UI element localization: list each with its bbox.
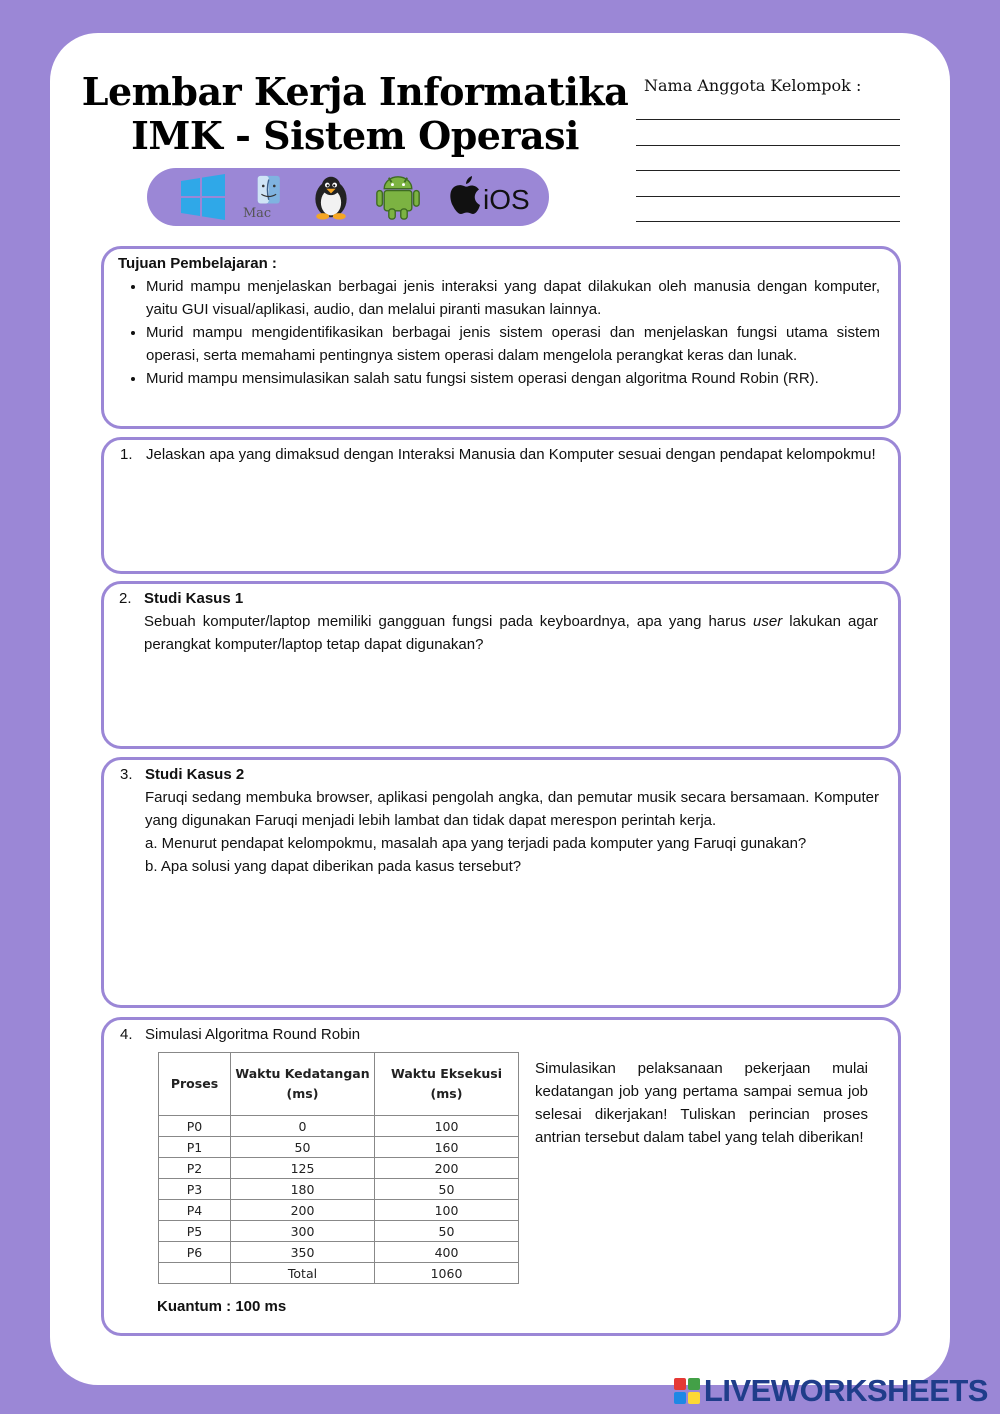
table-row xyxy=(159,1137,519,1158)
table-row xyxy=(159,1242,519,1263)
title-line-2: IMK - Sistem Operasi xyxy=(131,113,579,158)
table-cell: 300 xyxy=(231,1221,375,1242)
table-cell: Total xyxy=(231,1263,375,1284)
android-icon xyxy=(373,174,423,220)
member-line-3[interactable] xyxy=(636,170,900,171)
question-4-box xyxy=(101,1017,901,1336)
table-cell: 50 xyxy=(231,1137,375,1158)
brand-name: LIVEWORKSHEETS xyxy=(703,1373,988,1408)
member-line-1[interactable] xyxy=(636,119,900,120)
table-row xyxy=(159,1116,519,1137)
table-header-row xyxy=(159,1053,519,1116)
question-1-number: 1. xyxy=(120,446,133,463)
goals-list xyxy=(118,275,880,390)
table-cell: 350 xyxy=(231,1242,375,1263)
goal-item: • Murid mampu mengidentifikasikan berbagai jenis sistem operasi dan menjelaskan fungsi utama sistem operasi, serta memahami pentingnya sistem operasi dalam mengelola perangkat keras dan lunak. xyxy=(146,321,880,367)
table-cell: 50 xyxy=(375,1179,519,1200)
table-row xyxy=(159,1200,519,1221)
liveworksheets-icon xyxy=(674,1378,700,1404)
title-line-1: Lembar Kerja Informatika xyxy=(81,69,629,114)
table-cell: P6 xyxy=(159,1242,231,1263)
windows-icon xyxy=(179,174,227,220)
macos-icon xyxy=(239,174,293,220)
question-1-text: Jelaskan apa yang dimaksud dengan Interaksi Manusia dan Komputer sesuai dengan pendapat kelompokmu! xyxy=(146,446,876,463)
question-4-number: 4. xyxy=(120,1026,133,1043)
ios-icon xyxy=(439,174,531,220)
question-3-number: 3. xyxy=(120,766,133,783)
question-2-box[interactable] xyxy=(101,581,901,749)
question-3-box[interactable] xyxy=(101,757,901,1008)
table-cell: P4 xyxy=(159,1200,231,1221)
goals-title: Tujuan Pembelajaran : xyxy=(118,255,277,272)
question-1-box[interactable] xyxy=(101,437,901,574)
goal-item: • Murid mampu menjelaskan berbagai jenis interaksi yang dapat dilakukan oleh manusia dengan komputer, yaitu GUI visual/aplikasi, audio, dan melalui piranti masukan lainnya. xyxy=(146,275,880,321)
table-row xyxy=(159,1221,519,1242)
question-3-content xyxy=(145,763,879,878)
quantum-label: Kuantum : 100 ms xyxy=(157,1298,287,1315)
table-cell: 200 xyxy=(231,1200,375,1221)
page-title xyxy=(60,70,650,158)
table-cell: P2 xyxy=(159,1158,231,1179)
question-4-title: Simulasi Algoritma Round Robin xyxy=(145,1026,361,1043)
member-line-2[interactable] xyxy=(636,145,900,146)
question-4-instruction: Simulasikan pelaksanaan pekerjaan mulai kedatangan job yang pertama sampai semua job selesai dikerjakan! Tuliskan perincian proses antrian tersebut dalam tabel yang telah diberikan! xyxy=(535,1060,868,1146)
learning-goals-box xyxy=(101,246,901,429)
table-cell: 160 xyxy=(375,1137,519,1158)
table-header-cell: Proses xyxy=(159,1053,231,1116)
members-label: Nama Anggota Kelompok : xyxy=(644,76,862,95)
table-cell: 50 xyxy=(375,1221,519,1242)
question-2-text-start: Sebuah komputer/laptop memiliki gangguan fungsi pada keyboardnya, apa yang harus xyxy=(144,613,754,630)
table-cell: 100 xyxy=(375,1116,519,1137)
round-robin-table xyxy=(158,1052,519,1284)
table-cell xyxy=(159,1263,231,1284)
table-cell: 200 xyxy=(375,1158,519,1179)
question-3-title: Studi Kasus 2 xyxy=(145,766,245,783)
table-cell: 100 xyxy=(375,1200,519,1221)
question-3-sub-a: a. Menurut pendapat kelompokmu, masalah apa yang terjadi pada komputer yang Faruqi gunakan? xyxy=(145,835,807,852)
table-row xyxy=(159,1179,519,1200)
table-cell: P1 xyxy=(159,1137,231,1158)
table-cell: 0 xyxy=(231,1116,375,1137)
table-header-cell: Waktu Eksekusi (ms) xyxy=(375,1053,519,1116)
ios-label: iOS xyxy=(483,184,530,215)
table-cell: P5 xyxy=(159,1221,231,1242)
table-cell: 400 xyxy=(375,1242,519,1263)
table-header-cell: Waktu Kedatangan (ms) xyxy=(231,1053,375,1116)
goal-item: • Murid mampu mensimulasikan salah satu fungsi sistem operasi dengan algoritma Round Robin (RR). xyxy=(146,367,880,390)
group-members-section xyxy=(636,76,900,95)
table-total-row xyxy=(159,1263,519,1284)
question-3-sub-b: b. Apa solusi yang dapat diberikan pada kasus tersebut? xyxy=(145,858,522,875)
liveworksheets-logo xyxy=(674,1374,988,1408)
question-2-number: 2. xyxy=(119,590,132,607)
question-2-title: Studi Kasus 1 xyxy=(144,590,244,607)
table-cell: P0 xyxy=(159,1116,231,1137)
table-cell: P3 xyxy=(159,1179,231,1200)
table-cell: 125 xyxy=(231,1158,375,1179)
member-line-4[interactable] xyxy=(636,196,900,197)
question-2-content xyxy=(144,587,878,656)
question-3-text: Faruqi sedang membuka browser, aplikasi pengolah angka, dan pemutar musik secara bersamaan. Komputer yang digunakan Faruqi menjadi lebih lambat dan tidak dapat merespon perintah kerja. xyxy=(145,789,879,829)
member-line-5[interactable] xyxy=(636,221,900,222)
question-2-text-end: lakukan agar perangkat komputer/laptop tetap dapat digunakan? xyxy=(144,613,879,653)
table-cell: 1060 xyxy=(375,1263,519,1284)
question-2-text-italic: user xyxy=(753,613,783,630)
table-cell: 180 xyxy=(231,1179,375,1200)
linux-icon xyxy=(307,174,355,220)
os-logos-bar xyxy=(147,168,549,226)
mac-label: Mac xyxy=(243,206,272,220)
question-2-text xyxy=(144,610,878,656)
table-row xyxy=(159,1158,519,1179)
